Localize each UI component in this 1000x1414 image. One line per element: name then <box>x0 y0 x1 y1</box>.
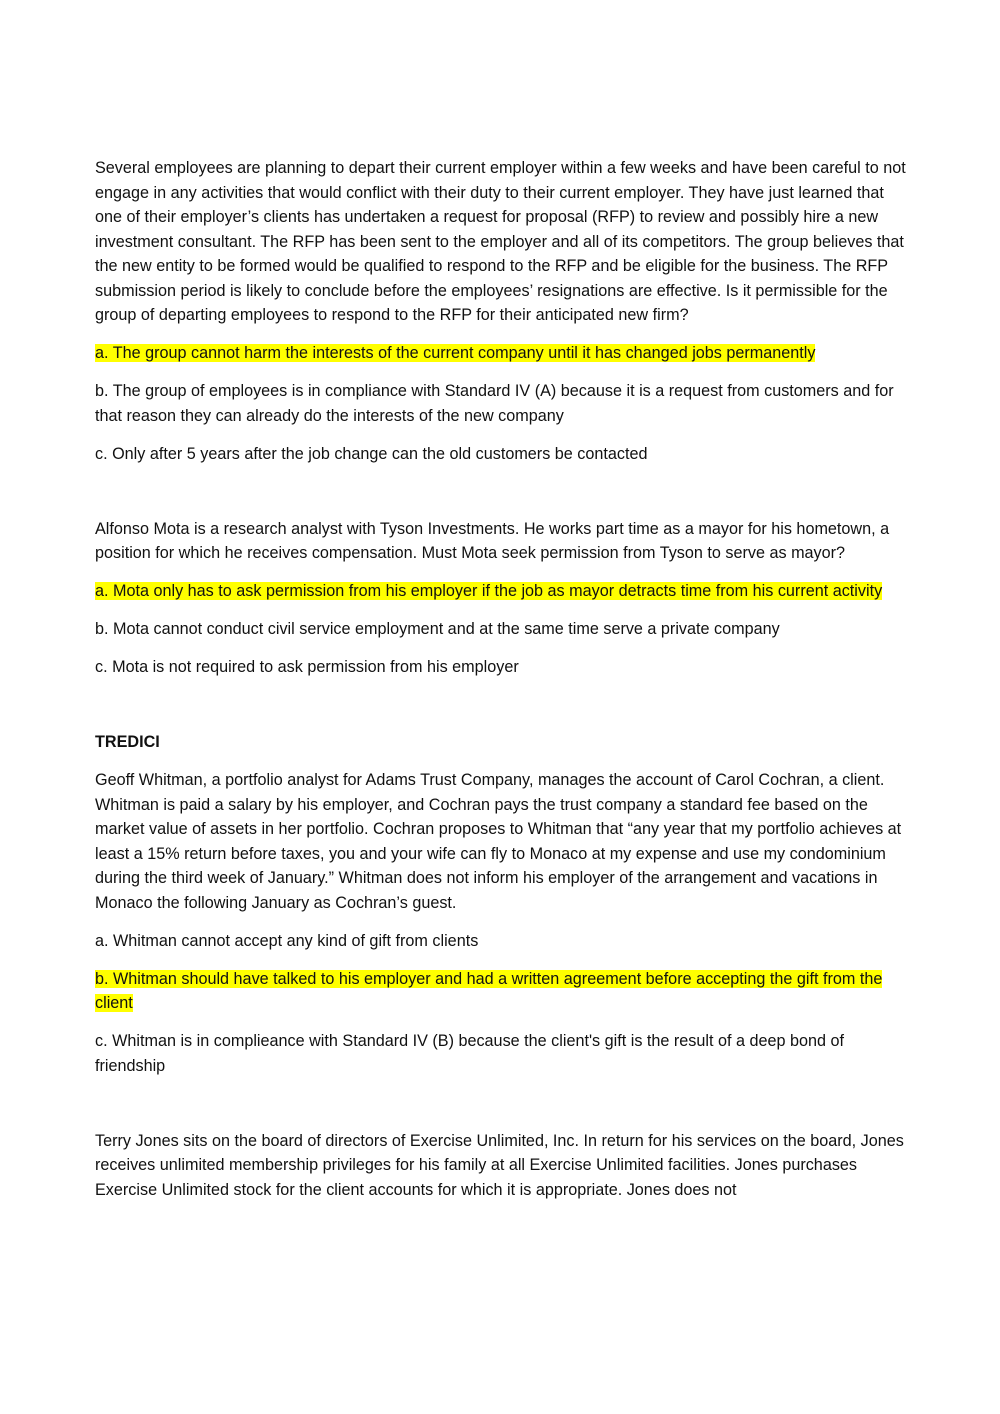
q3-option-b-correct <box>95 967 910 1016</box>
q1-option-c: c. Only after 5 years after the job change can the old customers be contacted <box>95 444 648 463</box>
highlighted-answer: a. Mota only has to ask permission from his employer if the job as mayor detracts time from his current activity <box>95 582 883 600</box>
q2-option-b: b. Mota cannot conduct civil service employment and at the same time serve a private company <box>95 620 780 638</box>
q1-option-a-correct <box>95 341 910 366</box>
q3-option-c: c. Whitman is in complieance with Standard IV (B) because the client's gift is the result of a deep bond of friendship <box>95 1032 845 1075</box>
q2-option-c: c. Mota is not required to ask permission from his employer <box>95 658 519 676</box>
highlighted-answer: a. The group cannot harm the interests of the current company until it has changed jobs permanently <box>95 344 816 362</box>
q1-option-b: b. The group of employees is in compliance with Standard IV (A) because it is a request from customers and for that reason they can already do the interests of the new company <box>95 382 894 425</box>
document-page <box>95 156 910 1216</box>
section-spacer <box>95 480 910 517</box>
q4-question: Terry Jones sits on the board of directors of Exercise Unlimited, Inc. In return for his services on the board, Jones receives unlimited membership privileges for his family at all Exercise Unlimited facilities. Jones purchases Exercise Unlimited stock for the client accounts for which it is appropriate. Jones does not <box>95 1131 904 1199</box>
section-heading: TREDICI <box>95 733 160 751</box>
section-spacer <box>95 1092 910 1129</box>
highlighted-answer: b. Whitman should have talked to his employer and had a written agreement before accepting the gift from the client <box>95 969 883 1012</box>
section-spacer <box>95 693 910 730</box>
q1-question: Several employees are planning to depart their current employer within a few weeks and have been careful to not engage in any activities that would conflict with their duty to their current employer. They have just learned that one of their employer’s clients has undertaken a request for proposal (RFP) to review and possibly hire a new investment consultant. The RFP has been sent to the employer and all of its competitors. The group believes that the new entity to be formed would be qualified to respond to the RFP and be eligible for the business. The RFP submission period is likely to conclude before the employees’ resignations are effective. Is it permissible for the group of departing employees to respond to the RFP for their anticipated new firm? <box>95 159 906 324</box>
q2-question: Alfonso Mota is a research analyst with Tyson Investments. He works part time as a mayor for his hometown, a position for which he receives compensation. Must Mota seek permission from Tyson to serve as mayor? <box>95 519 890 562</box>
q3-option-a: a. Whitman cannot accept any kind of gift from clients <box>95 931 479 950</box>
q3-question: Geoff Whitman, a portfolio analyst for Adams Trust Company, manages the account of Carol Cochran, a client. Whitman is paid a salary by his employer, and Cochran pays the trust company a standard fee based on the market value of assets in her portfolio. Cochran proposes to Whitman that “any year that my portfolio achieves at least a 15% return before taxes, you and your wife can fly to Monaco at my expense and use my condominium during the third week of January.” Whitman does not inform his employer of the arrangement and vacations in Monaco the following January as Cochran’s guest. <box>95 771 902 912</box>
q2-option-a-correct <box>95 579 910 604</box>
